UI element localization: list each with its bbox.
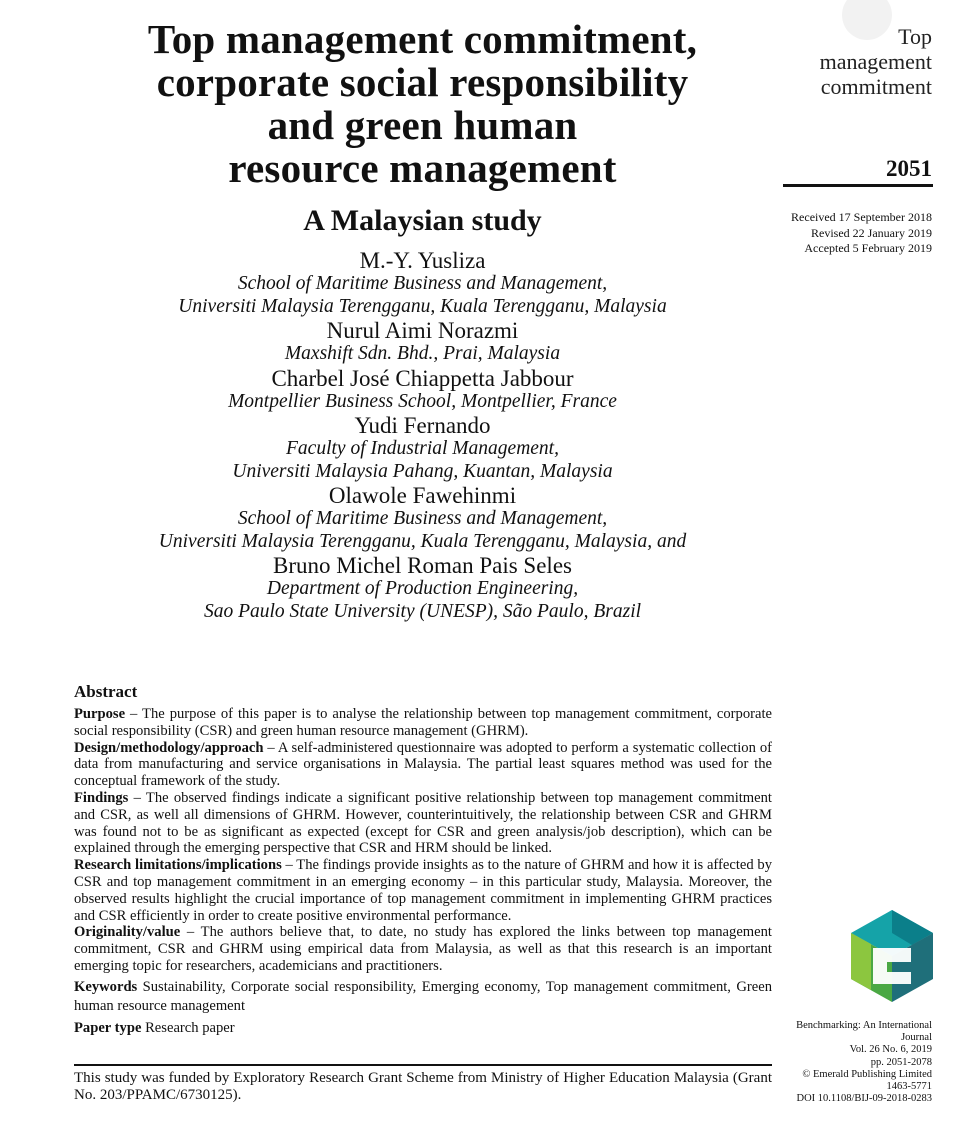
author-block (70, 483, 775, 553)
article-title (70, 18, 775, 190)
received-date: Received 17 September 2018 (791, 210, 932, 224)
author-name: M.-Y. Yusliza (359, 248, 486, 273)
author-name: Olawole Fawehinmi (328, 483, 517, 508)
section-text: – The findings provide insights as to the nature of GHRM and how it is affected by CSR and top management commitment in an emerging economy – in this particular study, Malaysia. Moreover, the observed results highlight the crucial importance of top management commitment in implementing GHRM practices and CSR efficiently in order to create positive environmental performance. (74, 857, 772, 924)
journal-name: Benchmarking: An International (796, 1020, 932, 1031)
author-block (70, 248, 775, 318)
section-label: Research limitations/implications (74, 857, 282, 874)
journal-info (772, 1020, 932, 1105)
section-label: Originality/value (74, 924, 181, 941)
submission-dates (791, 210, 932, 257)
abstract-purpose (74, 706, 772, 740)
abstract-findings (74, 790, 772, 857)
paper-type-label: Paper type (74, 1019, 142, 1036)
keywords-text: Sustainability, Corporate social responsibility, Emerging economy, Top management commitment, Green human resource management (74, 978, 772, 1014)
section-label: Findings (74, 789, 129, 806)
accepted-date: Accepted 5 February 2019 (804, 241, 932, 255)
abstract (74, 682, 772, 1038)
author-affiliation: Universiti Malaysia Terengganu, Kuala Terengganu, Malaysia, and (158, 530, 687, 552)
title-line: corporate social responsibility (156, 59, 689, 105)
author-affiliation: Sao Paulo State University (UNESP), São Paulo, Brazil (203, 600, 642, 622)
emerald-logo-svg (851, 910, 933, 1002)
author-list (70, 248, 775, 623)
paper-type (74, 1019, 772, 1038)
section-label: Design/methodology/approach (74, 739, 264, 756)
author-affiliation: School of Maritime Business and Management, (237, 273, 608, 294)
author-affiliation: Universiti Malaysia Pahang, Kuantan, Malaysia (232, 460, 613, 482)
footnote-rule (74, 1064, 772, 1066)
author-name: Yudi Fernando (354, 413, 491, 438)
section-text: – The purpose of this paper is to analyse the relationship between top management commitment, corporate social responsibility (CSR) and green human resource management (GHRM). (74, 706, 772, 739)
author-block (70, 366, 775, 414)
author-block (70, 553, 775, 623)
keywords-label: Keywords (74, 978, 138, 995)
author-affiliation: School of Maritime Business and Management, (237, 508, 608, 529)
journal-volume: Vol. 26 No. 6, 2019 (849, 1044, 932, 1056)
title-line: resource management (228, 145, 617, 191)
running-head-line: commitment (820, 74, 932, 99)
journal-name: Journal (901, 1032, 932, 1044)
author-name: Nurul Aimi Norazmi (326, 318, 519, 343)
abstract-limitations (74, 857, 772, 924)
page-number-rule (783, 184, 933, 187)
running-head (820, 24, 932, 99)
running-head-line: management (819, 49, 932, 74)
author-affiliation: Department of Production Engineering, (266, 578, 579, 599)
running-head-line: Top (898, 24, 932, 49)
author-affiliation: Maxshift Sdn. Bhd., Prai, Malaysia (284, 343, 561, 364)
author-affiliation: Universiti Malaysia Terengganu, Kuala Terengganu, Malaysia (178, 295, 667, 317)
title-line: Top management commitment, (147, 16, 698, 62)
author-affiliation: Montpellier Business School, Montpellier, France (228, 390, 617, 412)
keywords (74, 978, 772, 1016)
section-label: Purpose (74, 706, 126, 722)
journal-issn: 1463-5771 (886, 1081, 932, 1093)
section-text: – A self-administered questionnaire was adopted to perform a systematic collection of data from manufacturing and service organisations in Malaysia. The partial least squares method was used for the conceptual framework of the study. (74, 739, 772, 790)
journal-pages: pp. 2051-2078 (870, 1056, 932, 1068)
author-name: Bruno Michel Roman Pais Seles (273, 553, 572, 578)
author-block (70, 318, 775, 366)
section-text: – The observed findings indicate a significant positive relationship between top management commitment and CSR, as well all dimensions of GHRM. However, counterintuitively, the relationship between CSR and GHRM was found not to be as significant as expected (except for CSR and green analysis/job description), which can be explained through the emerging perspective that CSR and HRM should be linked. (74, 789, 772, 857)
abstract-originality (74, 924, 772, 974)
article-subtitle: A Malaysian study (303, 204, 542, 237)
page-number: 2051 (886, 156, 932, 181)
revised-date: Revised 22 January 2019 (811, 225, 932, 240)
journal-copyright: © Emerald Publishing Limited (802, 1068, 932, 1080)
abstract-heading: Abstract (74, 682, 138, 701)
journal-doi: DOI 10.1108/BIJ-09-2018-0283 (796, 1093, 932, 1105)
funding-footnote: This study was funded by Exploratory Research Grant Scheme from Ministry of Higher Education Malaysia (Grant No. 203/PPAMC/6730125). (74, 1070, 772, 1103)
author-block (70, 413, 775, 483)
author-name: Charbel José Chiappetta Jabbour (271, 365, 574, 391)
abstract-design (74, 740, 772, 790)
author-affiliation: Faculty of Industrial Management, (286, 438, 559, 459)
emerald-publishing-logo-icon (851, 910, 933, 1002)
title-line: and green human (267, 102, 578, 148)
section-text: – The authors believe that, to date, no study has explored the links between top management commitment, CSR and GHRM using empirical data from Malaysia, as well as that this research is an important emerging topic for researchers, academicians and practitioners. (74, 924, 772, 974)
paper-type-text: Research paper (141, 1019, 235, 1036)
